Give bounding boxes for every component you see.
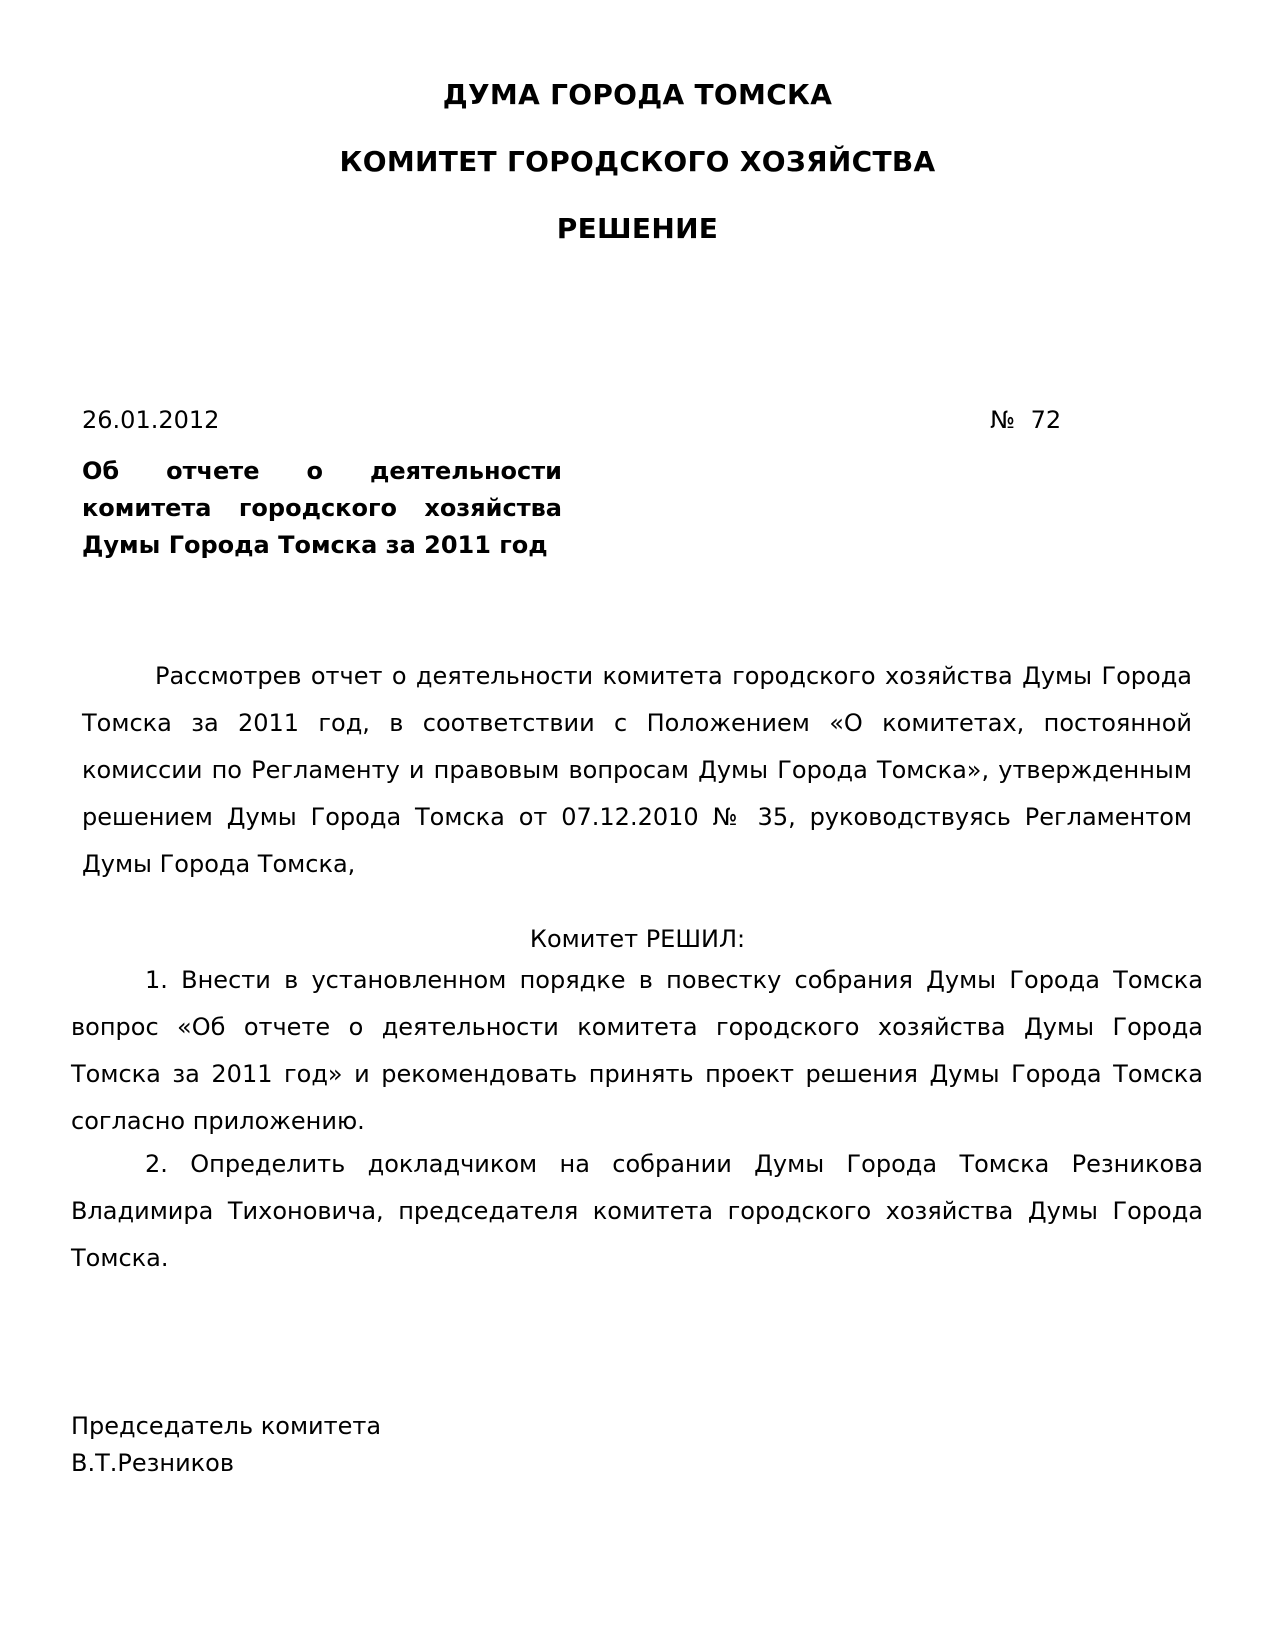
preamble-paragraph: Рассмотрев отчет о деятельности комитета городского хозяйства Думы Города Томска за 2011 год, в соответствии с Положением «О комитетах, постоянной комиссии по Регламенту и правовым вопросам Думы Города Томска», утвержденным решением Думы Города Томска от 07.12.2010 № 35, руководствуясь Регламентом Думы Города Томска, — [82, 662, 1192, 878]
council-title: ДУМА ГОРОДА ТОМСКА — [442, 78, 833, 111]
document-subject: Об отчете о деятельности комитета городского хозяйства Думы Города Томска за 2011 год — [82, 457, 562, 559]
document-type-title: РЕШЕНИЕ — [556, 212, 719, 245]
decision-item-2: 2. Определить докладчиком на собрании Думы Города Томска Резникова Владимира Тихоновича, председателя комитета городского хозяйства Думы Города Томска. — [71, 1150, 1203, 1272]
decision-item-1: 1. Внести в установленном порядке в повестку собрания Думы Города Томска вопрос «Об отчете о деятельности комитета городского хозяйства Думы Города Томска за 2011 год» и рекомендовать принять проект решения Думы Города Томска согласно приложению. — [71, 966, 1203, 1135]
document-number: № 72 — [990, 406, 1062, 434]
signature-title: Председатель комитета — [71, 1412, 382, 1440]
committee-title: КОМИТЕТ ГОРОДСКОГО ХОЗЯЙСТВА — [339, 145, 936, 178]
signature-block — [71, 1408, 381, 1482]
decision-heading: Комитет РЕШИЛ: — [529, 925, 746, 953]
signature-name: В.Т.Резников — [71, 1449, 234, 1477]
document-date: 26.01.2012 — [82, 406, 220, 434]
